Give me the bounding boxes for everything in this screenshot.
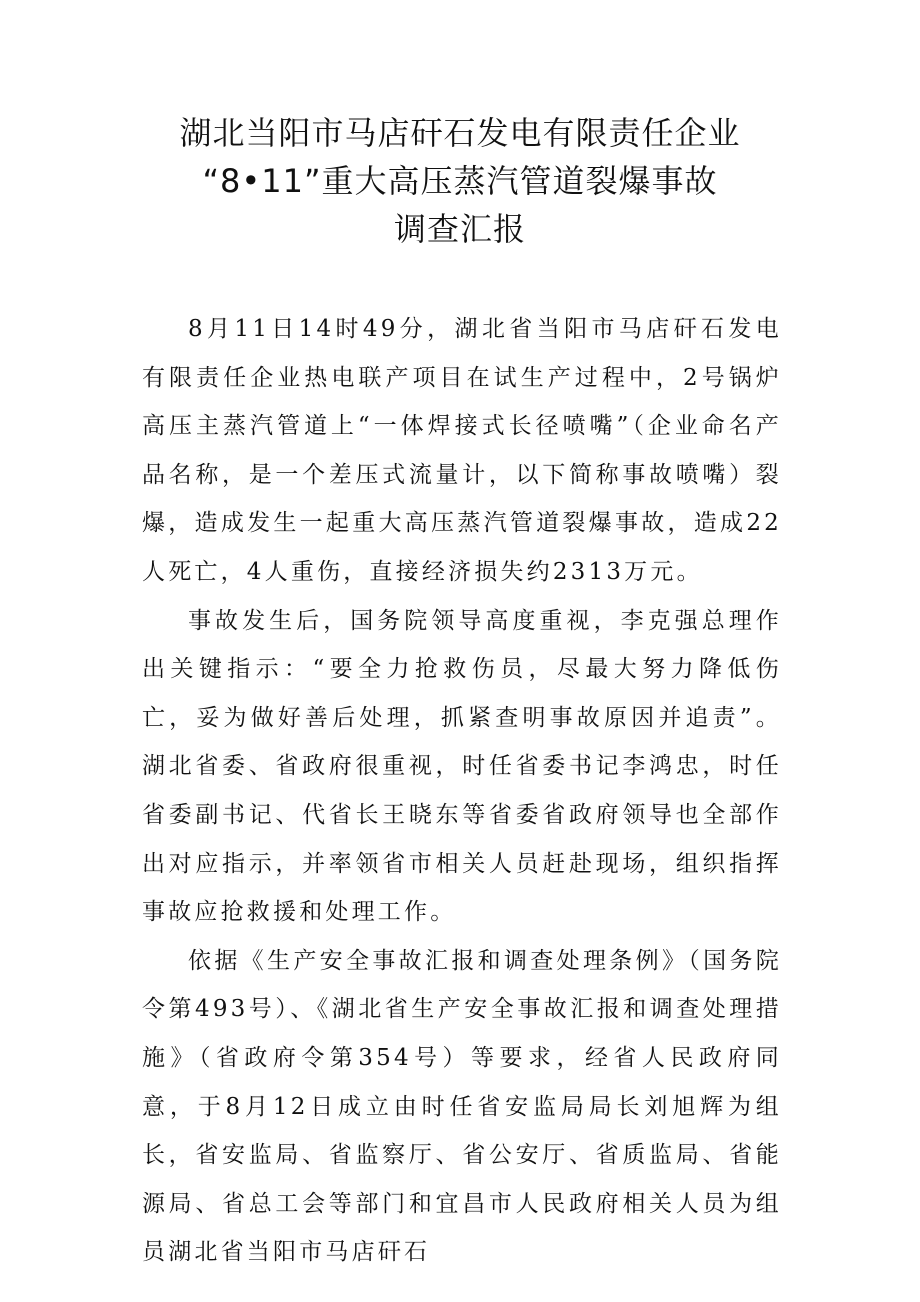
document-title-line-3: 调查汇报 xyxy=(393,210,526,248)
paragraph-2: 事故发生后，国务院领导高度重视，李克强总理作出关键指示：“要全力抢救伤员，尽最大努力降低伤亡，妥为做好善后处理，抓紧查明事故原因并追责”。湖北省委、省政府很重视，时任省委书记李鸿忠，时任省委副书记、代省长王晓东等省委省政府领导也全部作出对应指示，并率领省市相关人员赶赴现场，组织指挥事故应抢救援和处理工作。 xyxy=(142,607,782,926)
paragraph-3: 依据《生产安全事故汇报和调查处理条例》（国务院令第493号）、《湖北省生产安全事故汇报和调查处理措施》（省政府令第354号）等要求，经省人民政府同意，于8月12日成立由时任省安监局局长刘旭辉为组长，省安监局、省监察厅、省公安厅、省质监局、省能源局、省总工会等部门和宜昌市人民政府相关人员为组员湖北省当阳市马店矸石 xyxy=(142,947,782,1266)
document-title-line-1: 湖北当阳市马店矸石发电有限责任企业 xyxy=(179,114,741,152)
paragraph-1: 8月11日14时49分，湖北省当阳市马店矸石发电有限责任企业热电联产项目在试生产过程中，2号锅炉高压主蒸汽管道上“一体焊接式长径喷嘴”（企业命名产品名称，是一个差压式流量计，以下简称事故喷嘴）裂爆，造成发生一起重大高压蒸汽管道裂爆事故，造成22人死亡，4人重伤，直接经济损失约2313万元。 xyxy=(142,316,782,585)
document-title-line-2: “8•11”重大高压蒸汽管道裂爆事故 xyxy=(202,162,718,200)
document-body xyxy=(142,305,782,1277)
